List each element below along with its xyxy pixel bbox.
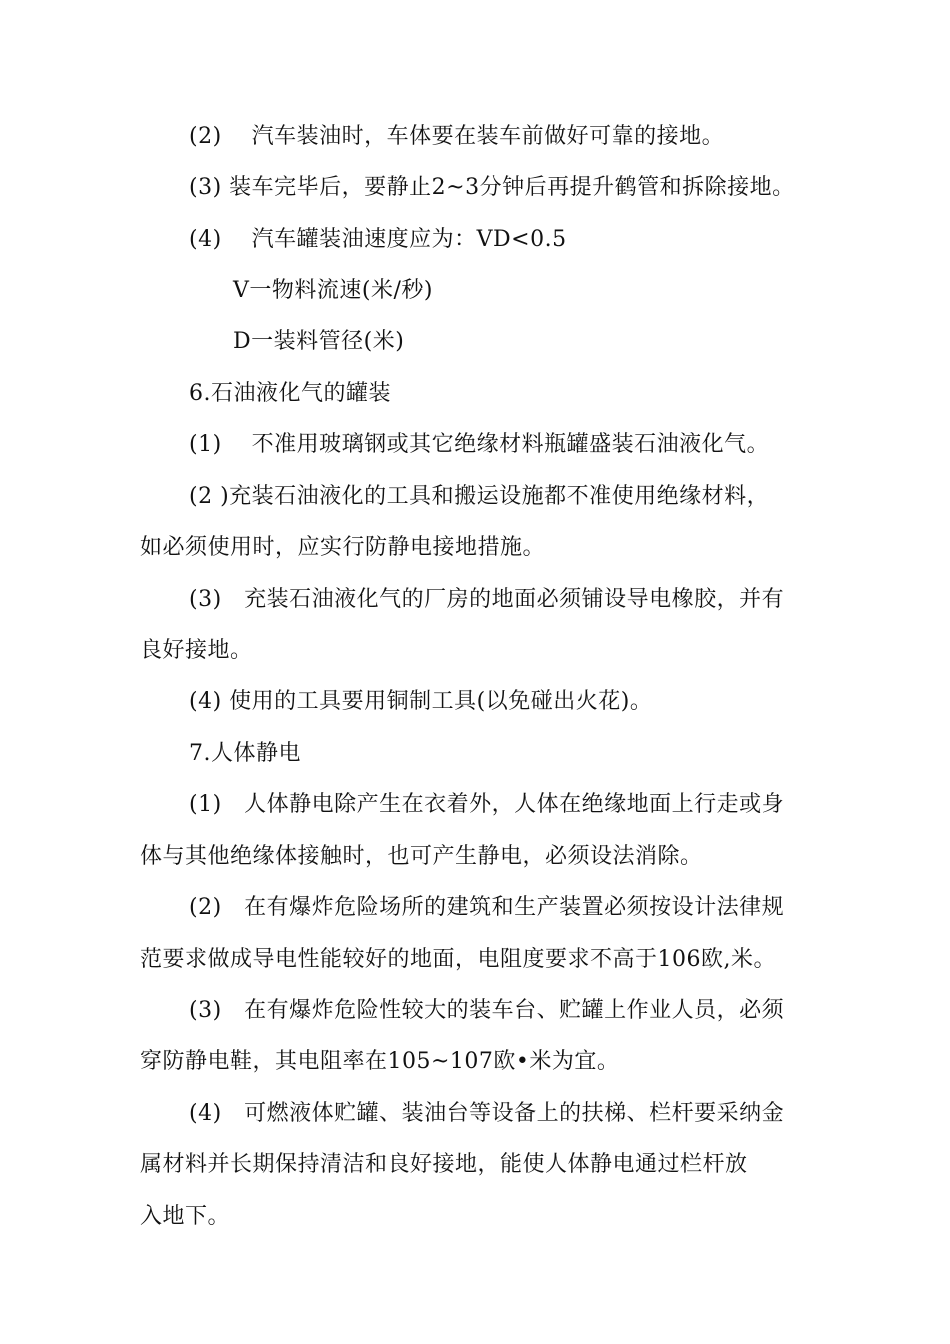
- text-line: (3) 装车完毕后，要静止2~3分钟后再提升鹤管和拆除接地。: [189, 175, 795, 200]
- text-line: (3) 充装石油液化气的厂房的地面必须铺设导电橡胶，并有: [189, 587, 785, 612]
- text-line: (4) 使用的工具要用铜制工具(以免碰出火花)。: [189, 689, 653, 714]
- text-line: (4) 可燃液体贮罐、装油台等设备上的扶梯、栏杆要采纳金: [189, 1101, 785, 1126]
- text-line: 范要求做成导电性能较好的地面，电阻度要求不高于106欧,米。: [140, 947, 776, 972]
- text-line: (1) 不准用玻璃钢或其它绝缘材料瓶罐盛装石油液化气。: [189, 432, 770, 457]
- text-line: 属材料并长期保持清洁和良好接地，能使人体静电通过栏杆放: [140, 1152, 748, 1177]
- text-line: 体与其他绝缘体接触时，也可产生静电，必须设法消除。: [140, 844, 703, 869]
- text-line: (2 )充装石油液化的工具和搬运设施都不准使用绝缘材料，: [189, 484, 770, 509]
- text-line: (1) 人体静电除产生在衣着外，人体在绝缘地面上行走或身: [189, 792, 785, 817]
- text-line: 穿防静电鞋，其电阻率在105~107欧•米为宜。: [140, 1049, 620, 1074]
- text-line: D一装料管径(米): [233, 329, 405, 354]
- text-line: (2) 在有爆炸危险场所的建筑和生产装置必须按设计法律规: [189, 895, 785, 920]
- text-line: 如必须使用时，应实行防静电接地措施。: [140, 535, 546, 560]
- text-line: V一物料流速(米/秒): [233, 278, 433, 303]
- text-line: (4) 汽车罐装油速度应为：VD<0.5: [189, 227, 567, 252]
- text-line: (2) 汽车装油时，车体要在装车前做好可靠的接地。: [189, 124, 725, 149]
- text-line: (3) 在有爆炸危险性较大的装车台、贮罐上作业人员，必须: [189, 998, 785, 1023]
- section-heading: 7.人体静电: [189, 741, 301, 766]
- text-line: 良好接地。: [140, 638, 253, 663]
- text-line: 入地下。: [140, 1204, 231, 1229]
- section-heading: 6.石油液化气的罐装: [189, 381, 391, 406]
